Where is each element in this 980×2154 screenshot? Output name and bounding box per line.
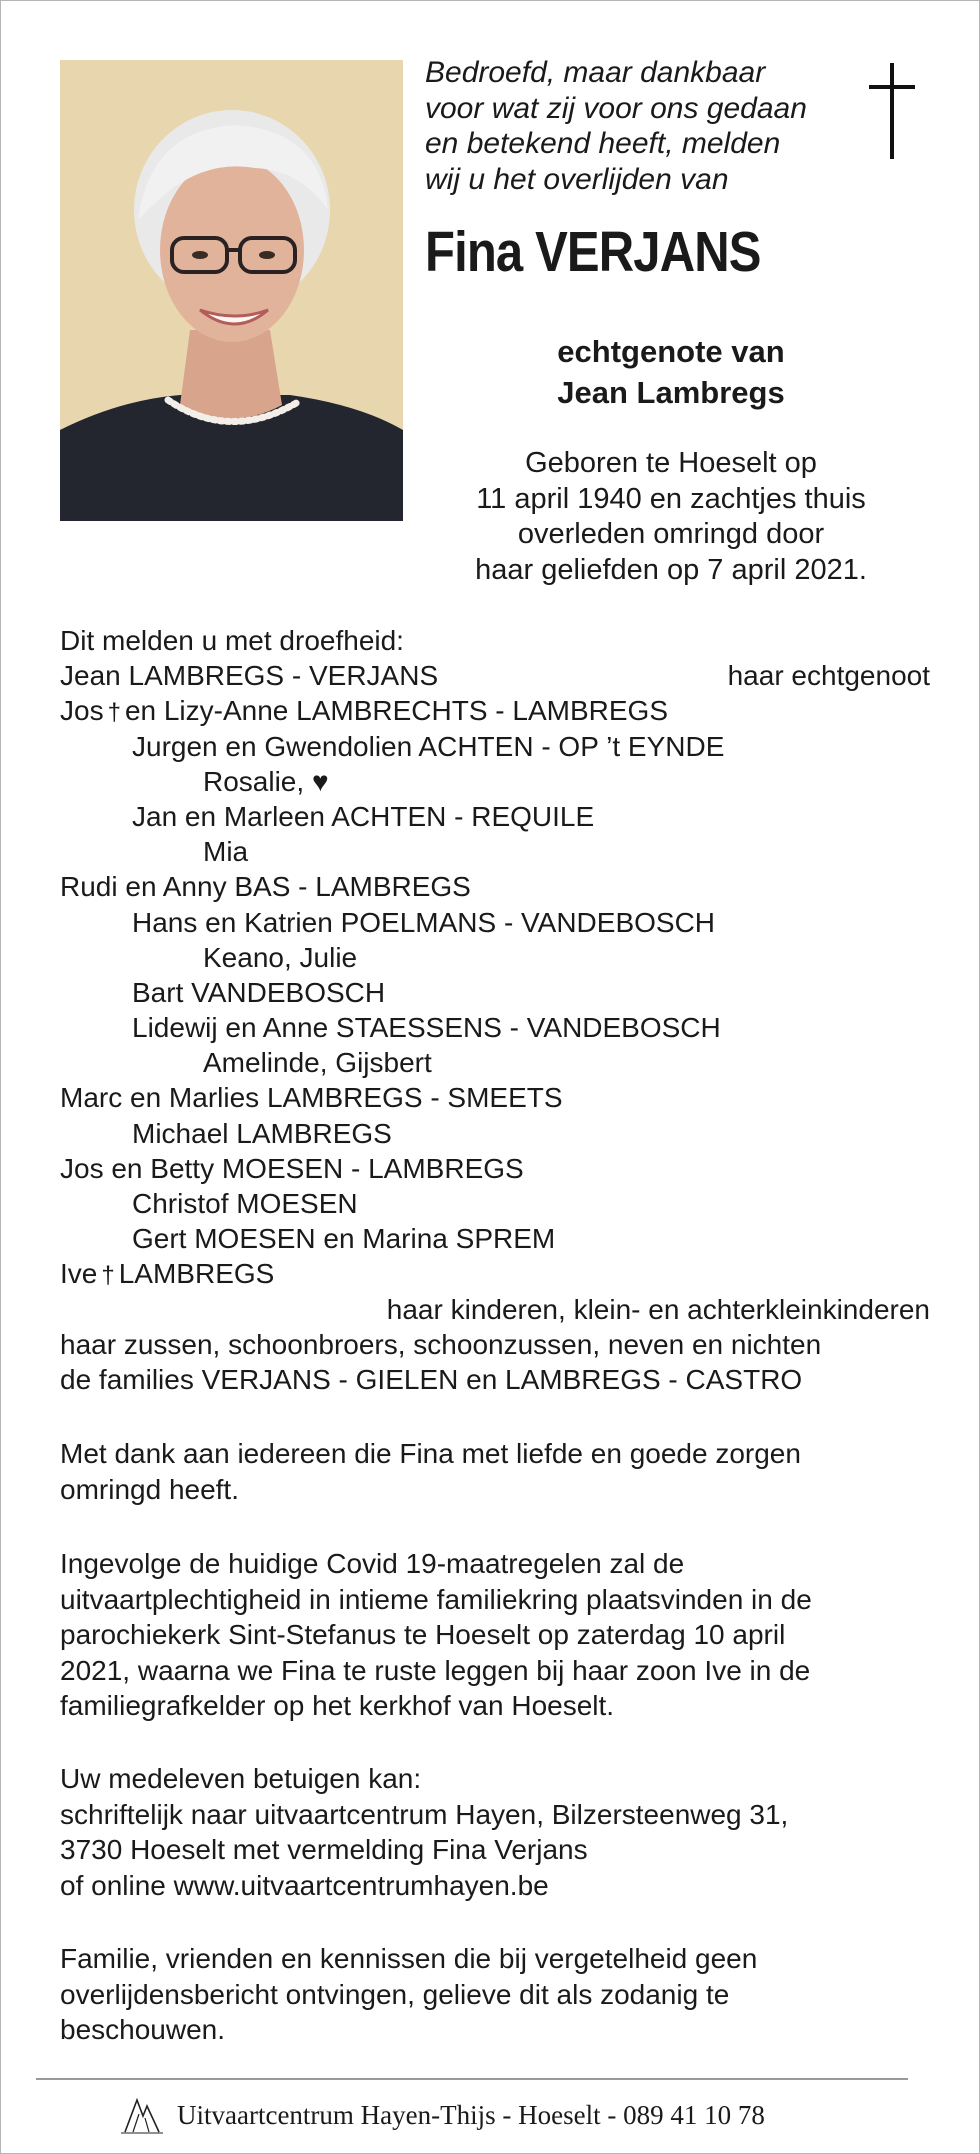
- footer-divider: [36, 2078, 908, 2080]
- birth-line: overleden omringd door: [517, 518, 825, 550]
- footer: [119, 2091, 879, 2139]
- birth-line: 11 april 1940 en zachtjes thuis: [476, 482, 866, 515]
- portrait-photo: [60, 60, 403, 521]
- family-row: Rosalie, ♥: [203, 765, 329, 797]
- spouse-label: echtgenote van: [557, 334, 785, 369]
- family-heading: Dit melden u met droefheid:: [60, 625, 404, 656]
- intro-text: [425, 55, 835, 197]
- cross-icon: [863, 61, 923, 161]
- birth-line: Geboren te Hoeselt op: [525, 447, 817, 479]
- birth-line: haar geliefden op 7 april 2021.: [475, 553, 867, 586]
- family-row: Bart VANDEBOSCH: [132, 976, 386, 1008]
- family-row: de families VERJANS - GIELEN en LAMBREGS - CASTRO: [60, 1363, 803, 1395]
- birth-death-info: [421, 446, 921, 588]
- family-row: Marc en Marlies LAMBREGS - SMEETS: [60, 1082, 563, 1114]
- family-row: Jurgen en Gwendolien ACHTEN - OP ’t EYNDE: [132, 730, 725, 762]
- ceremony-paragraph: Ingevolge de huidige Covid 19-maatregelen zal de uitvaartplechtigheid in intieme familiekring plaatsvinden in de parochiekerk Sint-Stefanus te Hoeselt op zaterdag 10 april 2021, waarna we Fina te ruste leggen bij haar zoon Ive in de familiegrafkelder op het kerkhof van Hoeselt.: [60, 1548, 812, 1721]
- website-text: of online www.uitvaartcentrumhayen.be: [60, 1869, 549, 1901]
- footer-text: Uitvaartcentrum Hayen-Thijs - Hoeselt - 089 41 10 78: [177, 2099, 765, 2130]
- family-spouse-name: Jean LAMBREGS - VERJANS: [60, 660, 439, 692]
- dagger-icon: †: [107, 699, 121, 727]
- family-list: [60, 623, 930, 1397]
- family-row: Keano, Julie: [203, 941, 358, 973]
- family-row: Amelinde, Gijsbert: [203, 1047, 432, 1079]
- family-row: Jan en Marleen ACHTEN - REQUILE: [132, 800, 595, 832]
- spouse-block: [471, 331, 871, 413]
- family-row: Mia: [203, 836, 249, 868]
- family-row: Hans en Katrien POELMANS - VANDEBOSCH: [132, 906, 716, 938]
- condolences-paragraph: Uw medeleven betuigen kan: schriftelijk naar uitvaartcentrum Hayen, Bilzersteenweg 31, 3730 Hoeselt met vermelding Fina Verjans of online www.uitvaartcentrumhayen.be: [60, 1761, 920, 1903]
- family-row: Ive † LAMBREGS: [60, 1258, 275, 1290]
- family-row: Michael LAMBREGS: [132, 1117, 392, 1149]
- family-row: Rudi en Anny BAS - LAMBREGS: [60, 871, 471, 903]
- family-row: [60, 658, 930, 693]
- intro-line: en betekend heeft, melden: [425, 127, 781, 160]
- family-row: haar zussen, schoonbroers, schoonzussen, neven en nichten: [60, 1328, 822, 1360]
- family-row: Jos en Betty MOESEN - LAMBREGS: [60, 1152, 524, 1184]
- spouse-name: Jean Lambregs: [557, 375, 785, 410]
- family-row: haar kinderen, klein- en achterkleinkinderen: [386, 1293, 930, 1325]
- thanks-paragraph: Met dank aan iedereen die Fina met liefde en goede zorgen omringd heeft.: [60, 1438, 801, 1505]
- intro-line: Bedroefd, maar dankbaar: [425, 56, 766, 89]
- intro-line: wij u het overlijden van: [425, 162, 729, 196]
- dagger-icon: †: [101, 1262, 115, 1290]
- notice-paragraph: Familie, vrienden en kennissen die bij vergetelheid geen overlijdensbericht ontvingen, gelieve dit als zodanig te beschouwen.: [60, 1943, 758, 2045]
- family-row: Jos † en Lizy-Anne LAMBRECHTS - LAMBREGS: [60, 695, 668, 727]
- family-spouse-role: haar echtgenoot: [727, 660, 930, 692]
- family-row: Gert MOESEN en Marina SPREM: [132, 1223, 556, 1255]
- family-row: Lidewij en Anne STAESSENS - VANDEBOSCH: [132, 1012, 721, 1044]
- intro-line: voor wat zij voor ons gedaan: [425, 91, 807, 125]
- funeral-home-logo-icon: [119, 2092, 165, 2138]
- deceased-name: Fina VERJANS: [425, 220, 761, 284]
- family-row: Christof MOESEN: [132, 1188, 358, 1219]
